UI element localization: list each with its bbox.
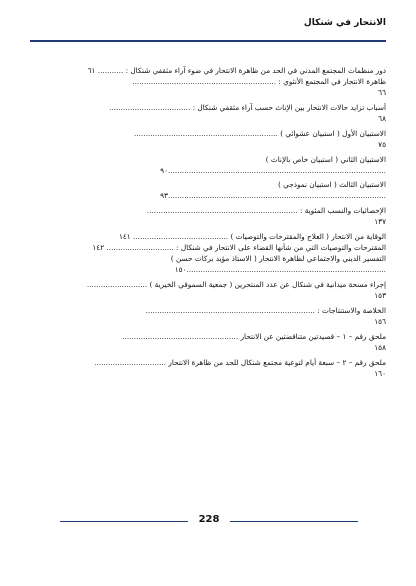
toc-entry-title: الخلاصة والاستنتاجات : ......................................................................... [145, 305, 386, 315]
toc-entry-title: أسباب تزايد حالات الانتحار بين الإناث حسب آراء مثقفي شنكال : ................................... [109, 102, 386, 112]
running-header: الانتحار في شنكال [303, 18, 386, 28]
toc-page-number: ١٥٦ [374, 316, 386, 326]
toc-entry-title: دور منظمات المجتمع المدني في الحد من ظاهرة الانتحار في ضوء آراء مثقفي شنكال : ........... ٦١ [87, 66, 386, 75]
toc-entry-title: الاستبيان الثاني ( استبيان خاص بالإناث ) [265, 154, 386, 164]
footer-rule [230, 521, 358, 522]
footer-rule [60, 521, 188, 522]
table-of-contents [30, 66, 386, 383]
toc-entry-dots-page: ......................................................................................١٥٠ [174, 265, 386, 274]
toc-entry-title: المقترحات والتوصيات التي من شأنها القضاء على الانتحار في شنكال : ............................. ١٤٢ [92, 243, 386, 253]
toc-page-number: ١٥٨ [374, 342, 386, 352]
toc-entry [30, 66, 386, 99]
toc-entry [30, 358, 386, 380]
toc-entry-dots-page: ..............................................................................................٩٣ [160, 191, 386, 201]
header-rule [30, 40, 386, 42]
toc-entry-title: إجراء مسحة ميدانية في شنكال عن عدد المنتحرين ( جمعية السموقي الخيرية ) .......................... [86, 279, 386, 289]
toc-page-number: ١٦٠ [374, 368, 386, 378]
toc-page-number: ١٥٣ [374, 290, 386, 300]
toc-entry [30, 280, 386, 302]
toc-entry-title: الاستبيان الثالث ( استبيان نموذجي ) [277, 180, 386, 190]
toc-entry [30, 332, 386, 354]
toc-entry [30, 306, 386, 328]
toc-page-number: ٦٦ [378, 87, 386, 97]
toc-entry-title: ملحق رقم – ١ – قصيدتين متناقضتين عن الانتحار .................................................. [122, 331, 386, 341]
toc-entry-title: الاستبيان الأول ( استبيان عشوائي ) .............................................................. [133, 128, 386, 138]
toc-entry-title: الوقاية من الانتحار ( العلاج والمقترحات والتوصيات ) ......................................... ١٤١ [118, 232, 386, 242]
toc-entry [30, 206, 386, 228]
toc-entry-dots-page: ..............................................................................................٩٠ [160, 165, 386, 175]
toc-entry-title: ملحق رقم – ٢ – سبعة أيام لتوعية مجتمع شنكال للحد من ظاهرة الانتحار ............................... [94, 357, 386, 367]
toc-entry-title: التفسير الديني والاجتماعي لظاهرة الانتحار ( الاستاذ مؤيد بركات حسن ) [170, 254, 386, 264]
toc-page-number: ٦٨ [378, 113, 386, 123]
toc-entry [30, 129, 386, 151]
toc-page-number: ٧٥ [378, 139, 386, 149]
toc-page-number: ١٣٧ [374, 217, 386, 227]
toc-entry [30, 232, 386, 276]
toc-entry-title: ظاهرة الانتحار في المجتمع الأنثوي : .............................................................. [132, 76, 386, 86]
toc-entry-title: الإحصائيات والنسب المئوية : ................................................................. [146, 206, 386, 216]
toc-entry [30, 155, 386, 177]
toc-entry [30, 180, 386, 202]
toc-entry [30, 103, 386, 125]
page-number: 228 [198, 514, 220, 525]
